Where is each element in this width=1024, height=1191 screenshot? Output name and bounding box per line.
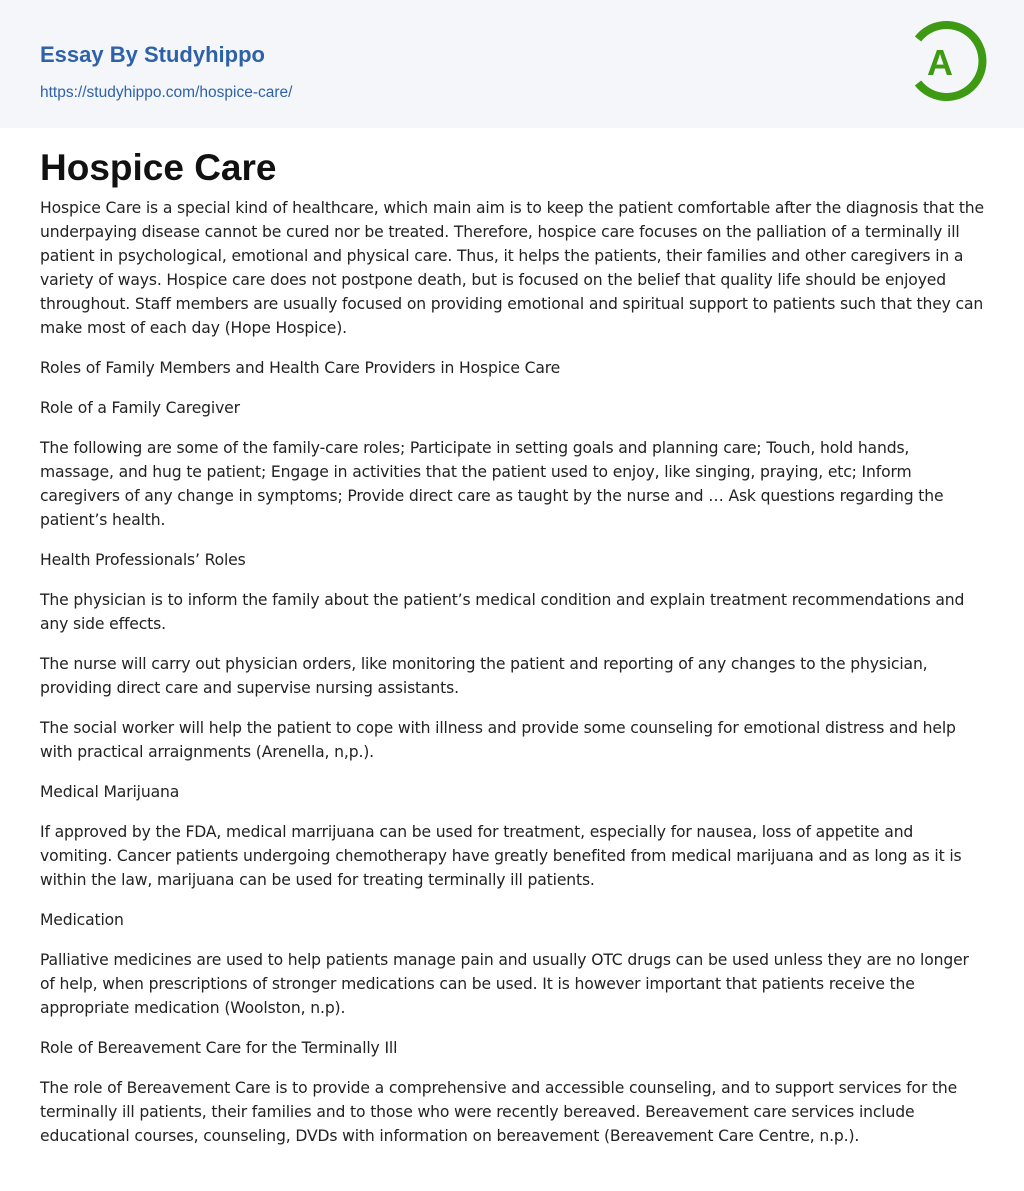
paragraph: Hospice Care is a special kind of healthcare, which main aim is to keep the patient comfortable after the diagnosis that the underpaying disease cannot be cured nor be treated. Therefore, hospice care focuses on the palliation of a terminally ill patient in psychological, emotional and physical care. Thus, it helps the patients, their families and other caregivers in a variety of ways. Hospice care does not postpone death, but is focused on the belief that quality life should be enjoyed throughout. Staff members are usually focused on providing emotional and spiritual support to patients such that they can make most of each day (Hope Hospice).	[40, 199, 984, 337]
section-heading: Roles of Family Members and Health Care Providers in Hospice Care	[40, 359, 561, 377]
paragraph: If approved by the FDA, medical marrijuana can be used for treatment, especially for nausea, loss of appetite and vomiting. Cancer patients undergoing chemotherapy have greatly benefited from medical marijuana and as long as it is within the law, marijuana can be used for treating terminally ill patients.	[40, 823, 962, 889]
site-header	[0, 0, 1024, 128]
paragraph: The physician is to inform the family about the patient’s medical condition and explain treatment recommendations and any side effects.	[40, 591, 965, 633]
page-title: Hospice Care	[40, 147, 277, 188]
article-body	[40, 196, 984, 1148]
paragraph: The following are some of the family-care roles; Participate in setting goals and planning care; Touch, hold hands, massage, and hug te patient; Engage in activities that the patient used to enjoy, like singing, praying, etc; Inform caregivers of any change in symptoms; Provide direct care as taught by the nurse and … Ask questions regarding the patient’s health.	[40, 439, 944, 529]
paragraph: The nurse will carry out physician orders, like monitoring the patient and reporting of any changes to the physician, providing direct care and supervise nursing assistants.	[40, 655, 928, 697]
section-heading: Medication	[40, 911, 124, 929]
paragraph: The role of Bereavement Care is to provide a comprehensive and accessible counseling, and to support services for the terminally ill patients, their families and to those who were recently bereaved. Bereavement care services include educational courses, counseling, DVDs with information on bereavement (Bereavement Care Centre, n.p.).	[40, 1079, 958, 1145]
section-heading: Medical Marijuana	[40, 783, 180, 801]
section-heading: Health Professionals’ Roles	[40, 551, 246, 569]
article	[0, 146, 1024, 1148]
studyhippo-logo-icon[interactable]	[906, 19, 990, 103]
svg-text:A: A	[927, 42, 953, 83]
paragraph: The social worker will help the patient to cope with illness and provide some counseling for emotional distress and help with practical arraignments (Arenella, n,p.).	[40, 719, 956, 761]
essay-url-link[interactable]: https://studyhippo.com/hospice-care/	[40, 84, 293, 101]
paragraph: Palliative medicines are used to help patients manage pain and usually OTC drugs can be used unless they are no longer of help, when prescriptions of stronger medications can be used. It is however important that patients receive the appropriate medication (Woolston, n.p).	[40, 951, 969, 1017]
brand-title: Essay By Studyhippo	[40, 42, 265, 67]
section-heading: Role of a Family Caregiver	[40, 399, 240, 417]
section-heading: Role of Bereavement Care for the Terminally Ill	[40, 1039, 398, 1057]
